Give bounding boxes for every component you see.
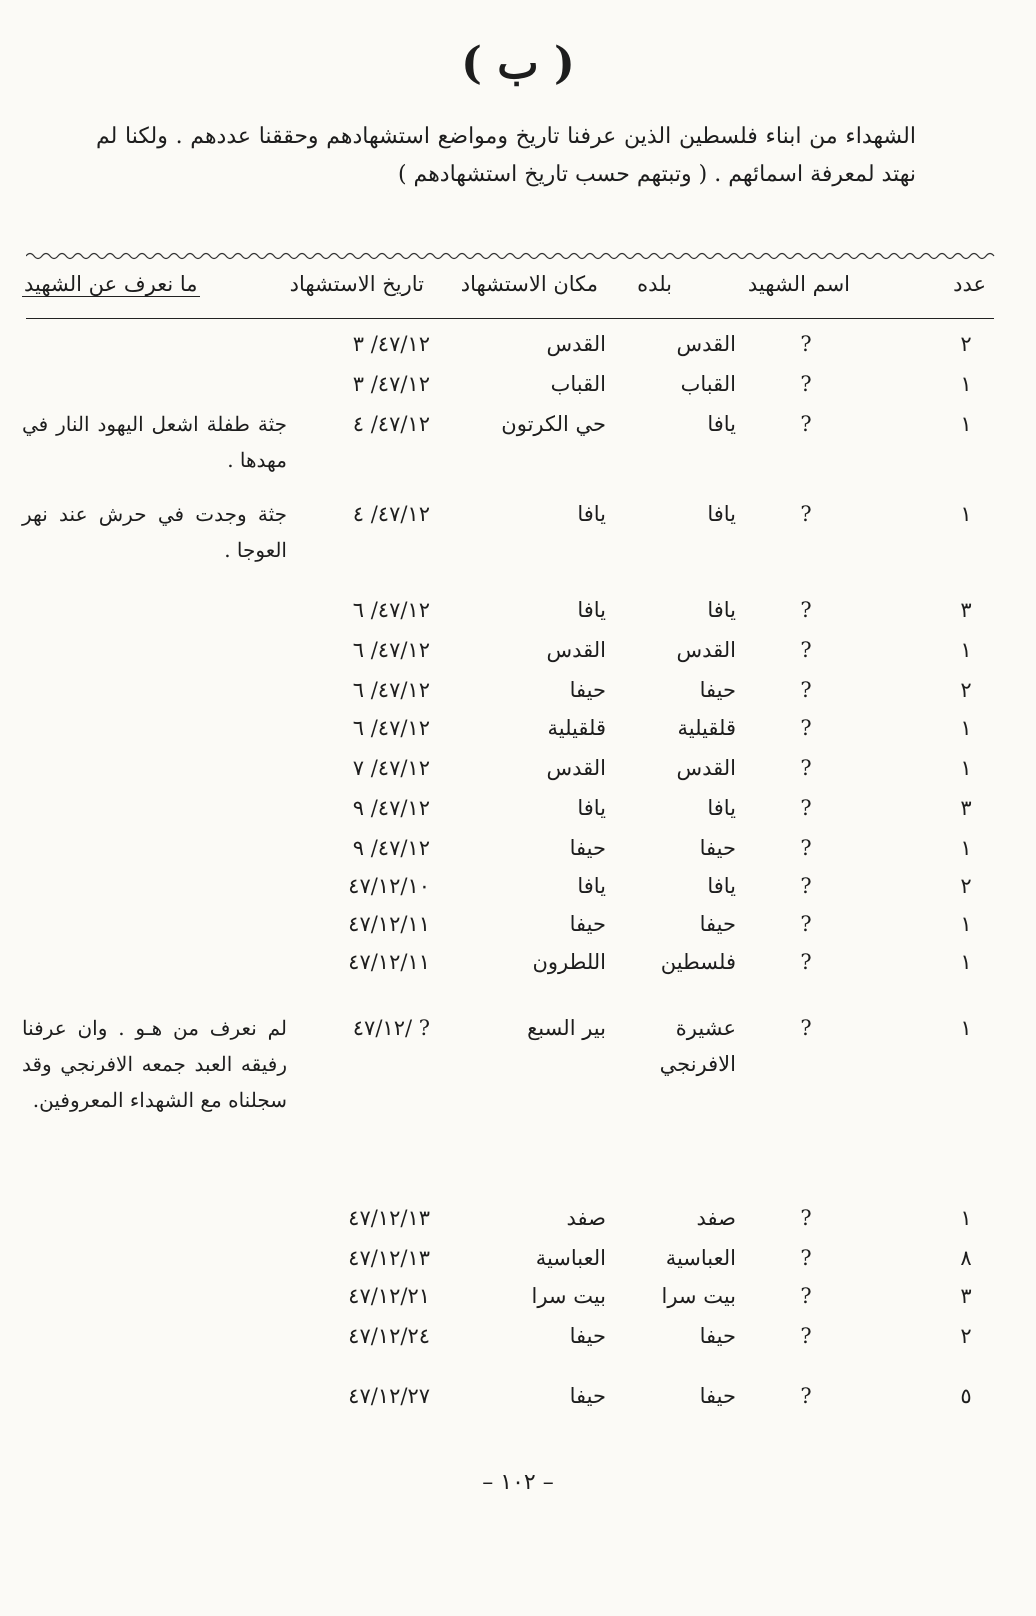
cell-town: يافا: [707, 796, 736, 820]
cell-place: حيفا: [569, 912, 606, 936]
cell-place: حيفا: [569, 1384, 606, 1408]
cell-name: ?: [800, 1016, 812, 1040]
cell-count: ٣: [960, 1284, 972, 1308]
cell-date: ٤٧/١٢/ ٦: [352, 716, 430, 740]
cell-count: ٥: [960, 1384, 972, 1408]
cell-town: حيفا: [699, 678, 736, 702]
cell-town: فلسطين: [660, 950, 736, 974]
cell-date: ٤٧/١٢/ ٦: [352, 678, 430, 702]
cell-count: ١: [960, 372, 972, 396]
cell-date: ٤٧/١٢/ ٣: [352, 332, 430, 356]
cell-date: ٤٧/١٢/١٣: [348, 1246, 430, 1270]
cell-date: ٤٧/١٢/ ٣: [352, 372, 430, 396]
cell-date: ٤٧/١٢/ ٩: [352, 836, 430, 860]
cell-name: ?: [800, 716, 812, 740]
table-row: [0, 790, 1036, 830]
cell-town: بيت سرا: [661, 1284, 736, 1308]
cell-name: ?: [800, 756, 812, 780]
cell-town: العباسية: [665, 1246, 736, 1270]
cell-place: حيفا: [569, 1324, 606, 1348]
section-heading: ( ب ): [461, 38, 575, 89]
cell-note: لم نعرف من هـو . وان عرفنا رفيقه العبد جمعه الافرنجي وقد سجلناه مع الشهداء المعروفين.: [22, 1016, 287, 1112]
cell-name: ?: [800, 678, 812, 702]
cell-date: ٤٧/١٢/ ٦: [352, 638, 430, 662]
cell-count: ٣: [960, 598, 972, 622]
table-row: [0, 406, 1036, 472]
cell-date: ٤٧/١٢/ ٩: [352, 796, 430, 820]
table-row: [0, 944, 1036, 984]
cell-place: بيت سرا: [531, 1284, 606, 1308]
table-row: [0, 830, 1036, 870]
column-header-note: ما نعرف عن الشهيد: [24, 272, 198, 296]
table-row: [0, 1278, 1036, 1318]
table-row: [0, 868, 1036, 908]
cell-date: ٤٧/١٢/ ٤: [352, 502, 430, 526]
cell-town: حيفا: [699, 836, 736, 860]
cell-date: ٤٧/١٢/ ٤: [352, 412, 430, 436]
cell-place: يافا: [577, 796, 606, 820]
cell-place: يافا: [577, 598, 606, 622]
cell-name: ?: [800, 412, 812, 436]
cell-town: القدس: [676, 756, 736, 780]
cell-note: جثة وجدت في حرش عند نهر العوجا .: [22, 502, 287, 562]
cell-town: القدس: [676, 332, 736, 356]
column-header-name: اسم الشهيد: [747, 272, 850, 296]
cell-name: ?: [800, 874, 812, 898]
cell-date: ٤٧/١٢/٢١: [348, 1284, 430, 1308]
cell-town: حيفا: [699, 1324, 736, 1348]
cell-count: ١: [960, 1016, 972, 1040]
cell-town: قلقيلية: [677, 716, 736, 740]
cell-town: حيفا: [699, 1384, 736, 1408]
table-row: [0, 366, 1036, 406]
cell-place: بير السبع: [527, 1016, 606, 1040]
cell-note: جثة طفلة اشعل اليهود النار في مهدها .: [22, 412, 287, 472]
cell-place: القباب: [550, 372, 606, 396]
cell-date: ٤٧/١٢/١٣: [348, 1206, 430, 1230]
cell-name: ?: [800, 912, 812, 936]
table-row: [0, 750, 1036, 790]
table-row: [0, 1200, 1036, 1240]
cell-date: ٤٧/١٢/ ٧: [352, 756, 430, 780]
table-row: [0, 1010, 1036, 1112]
cell-count: ٢: [960, 874, 972, 898]
cell-town: القدس: [676, 638, 736, 662]
cell-place: حيفا: [569, 836, 606, 860]
cell-count: ١: [960, 502, 972, 526]
cell-place: يافا: [577, 874, 606, 898]
cell-name: ?: [800, 332, 812, 356]
cell-town: يافا: [707, 598, 736, 622]
cell-count: ١: [960, 412, 972, 436]
cell-date: ٤٧/١٢/١١: [348, 912, 430, 936]
table-row: [0, 1318, 1036, 1358]
column-header-town: بلده: [637, 272, 672, 296]
cell-place: القدس: [546, 638, 606, 662]
cell-name: ?: [800, 1246, 812, 1270]
cell-place: القدس: [546, 332, 606, 356]
table-row: [0, 496, 1036, 562]
cell-town: يافا: [707, 874, 736, 898]
cell-name: ?: [800, 836, 812, 860]
cell-count: ١: [960, 638, 972, 662]
column-header-place: مكان الاستشهاد: [460, 272, 598, 296]
cell-count: ١: [960, 1206, 972, 1230]
cell-name: ?: [800, 1324, 812, 1348]
cell-count: ١: [960, 912, 972, 936]
cell-town: صفد: [696, 1206, 736, 1230]
cell-town: عشيرة الافرنجي: [659, 1016, 736, 1076]
cell-date: ٤٧/١٢/ ?: [352, 1016, 430, 1040]
cell-place: صفد: [566, 1206, 606, 1230]
cell-date: ٤٧/١٢/ ٦: [352, 598, 430, 622]
cell-place: اللطرون: [532, 950, 606, 974]
cell-date: ٤٧/١٢/١١: [348, 950, 430, 974]
cell-town: يافا: [707, 412, 736, 436]
cell-count: ١: [960, 716, 972, 740]
table-row: [0, 672, 1036, 712]
cell-date: ٤٧/١٢/٢٤: [348, 1324, 430, 1348]
cell-town: حيفا: [699, 912, 736, 936]
cell-place: حيفا: [569, 678, 606, 702]
column-header-date: تاريخ الاستشهاد: [289, 272, 424, 296]
cell-count: ٢: [960, 332, 972, 356]
table-row: [0, 326, 1036, 366]
cell-place: العباسية: [535, 1246, 606, 1270]
cell-name: ?: [800, 598, 812, 622]
cell-name: ?: [800, 1284, 812, 1308]
table-row: [0, 632, 1036, 672]
cell-name: ?: [800, 638, 812, 662]
cell-count: ٢: [960, 1324, 972, 1348]
table-row: [0, 1240, 1036, 1280]
cell-count: ٣: [960, 796, 972, 820]
page-number: – ١٠٢ –: [482, 1470, 554, 1495]
cell-name: ?: [800, 502, 812, 526]
cell-count: ١: [960, 950, 972, 974]
cell-place: قلقيلية: [547, 716, 606, 740]
cell-name: ?: [800, 1206, 812, 1230]
cell-count: ١: [960, 756, 972, 780]
table-row: [0, 906, 1036, 946]
table-row: [0, 710, 1036, 750]
cell-date: ٤٧/١٢/٢٧: [348, 1384, 430, 1408]
cell-place: القدس: [546, 756, 606, 780]
cell-name: ?: [800, 1384, 812, 1408]
column-header-count: عدد: [953, 272, 986, 296]
cell-place: حي الكرتون: [501, 412, 606, 436]
cell-count: ٢: [960, 678, 972, 702]
cell-place: يافا: [577, 502, 606, 526]
cell-name: ?: [800, 950, 812, 974]
cell-count: ١: [960, 836, 972, 860]
cell-name: ?: [800, 372, 812, 396]
cell-town: يافا: [707, 502, 736, 526]
cell-count: ٨: [960, 1246, 972, 1270]
table-row: [0, 592, 1036, 632]
cell-town: القباب: [680, 372, 736, 396]
cell-date: ٤٧/١٢/١٠: [348, 874, 430, 898]
cell-name: ?: [800, 796, 812, 820]
table-row: [0, 1378, 1036, 1418]
intro-paragraph: الشهداء من ابناء فلسطين الذين عرفنا تاريخ ومواضع استشهادهم وحققنا عددهم . ولكنا لم نهتد لمعرفة اسمائهم . ( وتبتهم حسب تاريخ استشهادهم ): [96, 124, 916, 187]
